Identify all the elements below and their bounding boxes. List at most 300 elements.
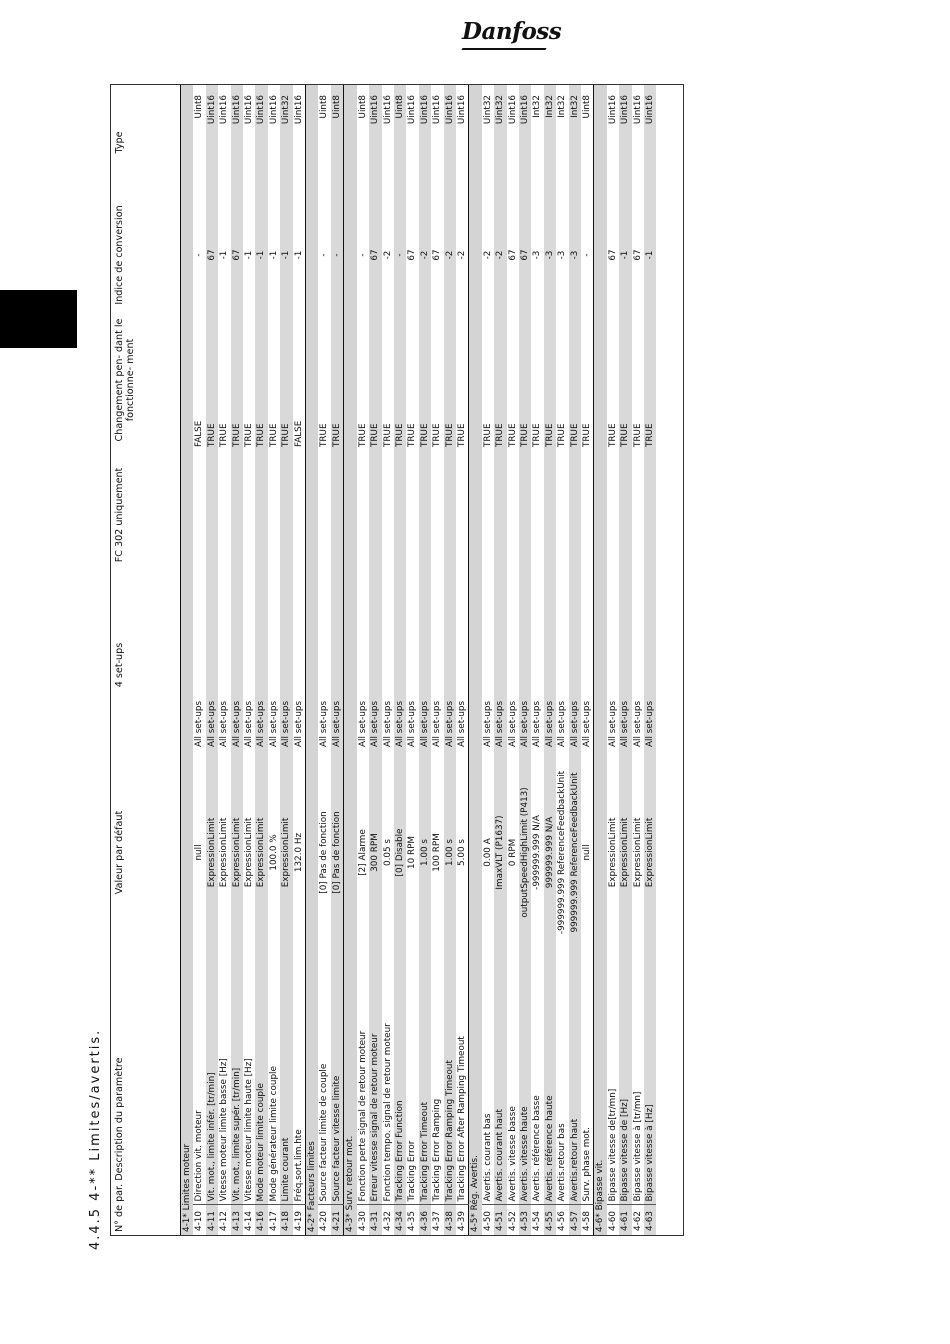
param-number: 4-38 — [444, 1205, 456, 1235]
group-header-row — [469, 85, 482, 1235]
conversion-index: -2 — [382, 250, 393, 260]
data-type: Uint16 — [268, 94, 279, 125]
fc302 — [519, 450, 531, 580]
data-type: Int32 — [557, 94, 568, 118]
fc302 — [331, 450, 344, 580]
change-running: TRUE — [582, 423, 592, 447]
fc302 — [268, 450, 280, 580]
data-type: Uint16 — [456, 94, 467, 125]
setups: All set-ups — [293, 700, 304, 747]
table-row — [394, 85, 406, 1235]
table-row — [531, 85, 543, 1235]
header-num-desc: N° de par. Description du paramètre — [114, 1057, 125, 1232]
change-running: TRUE — [319, 423, 330, 447]
default-value: ExpressionLimit — [231, 750, 243, 955]
table-row — [218, 85, 230, 1235]
change-running: FALSE — [293, 420, 304, 447]
data-type: Uint16 — [244, 94, 255, 125]
param-description: Avertis. référence basse — [532, 1095, 543, 1202]
param-number: 4-35 — [406, 1205, 418, 1235]
setups: All set-ups — [419, 580, 431, 750]
data-type: Uint16 — [607, 94, 618, 125]
fc302 — [206, 450, 218, 580]
change-running: TRUE — [206, 310, 218, 450]
default-value: 999999.999 N/A — [544, 750, 556, 955]
param-description: Tracking Error Function — [394, 955, 406, 1205]
setups: All set-ups — [394, 580, 406, 750]
data-type: Uint16 — [293, 94, 304, 125]
default-value: ExpressionLimit — [607, 817, 618, 888]
setups: All set-ups — [507, 700, 518, 747]
param-number: 4-10 — [193, 1205, 205, 1235]
group-header-row — [306, 85, 319, 1235]
conversion-index: - — [394, 200, 406, 310]
fc302 — [357, 450, 369, 580]
data-type: Uint32 — [482, 94, 493, 125]
conversion-index: 67 — [369, 200, 381, 310]
conversion-index: -1 — [280, 200, 292, 310]
data-type: Uint16 — [206, 85, 218, 200]
param-description: Bipasse vitesse de[tr/mn] — [607, 1088, 618, 1202]
conversion-index: 67 — [519, 200, 531, 310]
default-value: ExpressionLimit — [280, 750, 292, 955]
param-number: 4-62 — [632, 1205, 644, 1235]
fc302 — [431, 450, 443, 580]
default-value: -999999.999 N/A — [532, 815, 543, 890]
setups: All set-ups — [268, 700, 279, 747]
table-row — [556, 85, 568, 1235]
table-row — [482, 85, 494, 1235]
change-running: TRUE — [369, 310, 381, 450]
change-running: TRUE — [407, 423, 418, 447]
group-title: 4-6* Bipasse vit. — [594, 85, 607, 1235]
default-value: ExpressionLimit — [644, 750, 656, 955]
default-value: ExpressionLimit — [219, 817, 230, 888]
data-type: Uint16 — [382, 94, 393, 125]
conversion-index: 67 — [231, 200, 243, 310]
param-number: 4-37 — [431, 1205, 443, 1235]
change-running: TRUE — [507, 423, 518, 447]
setups: All set-ups — [444, 580, 456, 750]
table-row — [369, 85, 381, 1235]
conversion-index: -2 — [494, 200, 506, 310]
table-row — [444, 85, 456, 1235]
change-running: TRUE — [268, 423, 279, 447]
change-running: TRUE — [519, 310, 531, 450]
fc302 — [369, 450, 381, 580]
conversion-index: -3 — [532, 250, 543, 260]
param-description: Avertis. référence haute — [544, 955, 556, 1205]
param-description: Direction vit. moteur — [194, 1110, 205, 1202]
data-type: Uint16 — [619, 85, 631, 200]
param-number: 4-31 — [369, 1205, 381, 1235]
table-row — [206, 85, 218, 1235]
change-running: TRUE — [544, 310, 556, 450]
fc302 — [318, 450, 330, 580]
fc302 — [619, 450, 631, 580]
table-row — [494, 85, 506, 1235]
change-running: TRUE — [632, 423, 643, 447]
change-running: TRUE — [280, 310, 292, 450]
fc302 — [531, 450, 543, 580]
table-row — [231, 85, 243, 1235]
param-description: Vit. mot., limite supér. [tr/min] — [231, 955, 243, 1205]
logo-swoosh — [461, 48, 546, 50]
header-change: Changement pen- dant le fonctionne- ment — [114, 318, 136, 442]
section-title: 4.4.5 4-** Limites/avertis. — [88, 1028, 103, 1250]
data-type: Uint16 — [407, 94, 418, 125]
change-running: TRUE — [494, 310, 506, 450]
setups: All set-ups — [494, 580, 506, 750]
danfoss-logo — [462, 18, 562, 54]
fc302 — [494, 450, 506, 580]
change-running: TRUE — [394, 310, 406, 450]
setups: All set-ups — [407, 700, 418, 747]
fc302 — [231, 450, 243, 580]
fc302 — [581, 450, 594, 580]
table-row — [632, 85, 644, 1235]
default-value: 0 RPM — [507, 838, 518, 867]
group-title: 4-3* Surv. retour mot. — [344, 85, 357, 1235]
setups: All set-ups — [544, 580, 556, 750]
param-description: Fréq.sort.lim.hte — [293, 1129, 304, 1202]
table-row — [456, 85, 469, 1235]
param-number: 4-30 — [357, 1205, 369, 1235]
fc302 — [382, 450, 394, 580]
fc302 — [218, 450, 230, 580]
table-row — [268, 85, 280, 1235]
param-description: Avertis.retour haut — [569, 955, 581, 1205]
setups: All set-ups — [219, 700, 230, 747]
fc302 — [444, 450, 456, 580]
param-number: 4-18 — [280, 1205, 292, 1235]
fc302 — [482, 450, 494, 580]
param-number: 4-39 — [456, 1205, 469, 1235]
param-number: 4-14 — [243, 1205, 255, 1235]
table-row — [644, 85, 656, 1235]
setups: All set-ups — [557, 700, 568, 747]
fc302 — [456, 450, 469, 580]
table-row — [619, 85, 631, 1235]
setups: All set-ups — [607, 700, 618, 747]
setups: All set-ups — [519, 580, 531, 750]
header-setups: 4 set-ups — [114, 642, 125, 688]
data-type: Uint8 — [582, 94, 592, 119]
table-row — [255, 85, 267, 1235]
param-description: Bipasse vitesse à [Hz] — [644, 955, 656, 1205]
fc302 — [419, 450, 431, 580]
conversion-index: - — [319, 253, 330, 257]
conversion-index: -2 — [444, 200, 456, 310]
conversion-index: - — [194, 253, 205, 257]
data-type: Uint16 — [644, 85, 656, 200]
table-row — [431, 85, 443, 1235]
conversion-index: 67 — [432, 249, 443, 261]
param-description: Tracking Error — [407, 1140, 418, 1202]
data-type: Int32 — [569, 85, 581, 200]
change-running: TRUE — [382, 423, 393, 447]
default-value: ImaxVLT (P1637) — [494, 750, 506, 955]
default-value: [2] Alarme — [357, 829, 368, 876]
fc302 — [632, 450, 644, 580]
table-row — [607, 85, 619, 1235]
group-header-row — [344, 85, 357, 1235]
param-description: Avertis.retour bas — [557, 1123, 568, 1202]
param-number: 4-20 — [318, 1205, 330, 1235]
data-type: Uint16 — [255, 85, 267, 200]
conversion-index: 67 — [407, 249, 418, 261]
table-row — [581, 85, 594, 1235]
default-value: -999999.999 ReferenceFeedbackUnit — [557, 770, 568, 935]
default-value: 0.00 A — [482, 838, 493, 867]
table-row — [193, 85, 205, 1235]
setups: All set-ups — [244, 700, 255, 747]
param-description: Erreur vitesse signal de retour moteur — [369, 955, 381, 1205]
change-running: TRUE — [219, 423, 230, 447]
param-number: 4-56 — [556, 1205, 568, 1235]
group-header-row — [181, 85, 194, 1235]
change-running: TRUE — [231, 310, 243, 450]
setups: All set-ups — [632, 700, 643, 747]
group-title: 4-5* Rég. Avertis. — [469, 85, 482, 1235]
table-row — [419, 85, 431, 1235]
fc302 — [243, 450, 255, 580]
data-type: Int32 — [544, 85, 556, 200]
param-description: Tracking Error Ramping Timeout — [444, 955, 456, 1205]
setups: All set-ups — [382, 700, 393, 747]
param-description: Tracking Error Timeout — [419, 955, 431, 1205]
change-running: TRUE — [331, 310, 344, 450]
param-description: Source facteur vitesse limite — [331, 955, 344, 1205]
fc302 — [255, 450, 267, 580]
table-row — [357, 85, 369, 1235]
setups: All set-ups — [255, 580, 267, 750]
param-description: Source facteur limite de couple — [319, 1063, 330, 1202]
param-number: 4-55 — [544, 1205, 556, 1235]
conversion-index: -2 — [419, 200, 431, 310]
default-value: outputSpeedHighLimit (P413) — [519, 750, 531, 955]
param-description: Limite courant — [280, 955, 292, 1205]
parameter-table — [111, 85, 656, 1235]
default-value: 100 RPM — [432, 833, 443, 872]
setups: All set-ups — [644, 580, 656, 750]
param-description: Mode générateur limite couple — [268, 1066, 279, 1202]
setups: All set-ups — [231, 580, 243, 750]
param-number: 4-52 — [507, 1205, 519, 1235]
default-value: [0] Pas de fonction — [331, 750, 344, 955]
conversion-index: 67 — [632, 249, 643, 261]
setups: All set-ups — [482, 700, 493, 747]
conversion-index: - — [331, 200, 344, 310]
setups: All set-ups — [319, 700, 330, 747]
data-type: Uint16 — [231, 85, 243, 200]
default-value: ExpressionLimit — [206, 750, 218, 955]
conversion-index: -1 — [219, 250, 230, 260]
default-value: 10 RPM — [407, 835, 418, 869]
fc302 — [293, 450, 306, 580]
conversion-index: 67 — [507, 249, 518, 261]
change-running: TRUE — [419, 310, 431, 450]
fc302 — [569, 450, 581, 580]
setups: All set-ups — [432, 700, 443, 747]
param-number: 4-17 — [268, 1205, 280, 1235]
group-header-row — [594, 85, 607, 1235]
param-description: Avertis. vitesse basse — [507, 1106, 518, 1202]
param-number: 4-32 — [382, 1205, 394, 1235]
header-default: Valeur par défaut — [114, 810, 125, 895]
change-running: TRUE — [456, 423, 467, 447]
param-number: 4-51 — [494, 1205, 506, 1235]
table-body — [181, 85, 657, 1235]
conversion-index: -1 — [644, 200, 656, 310]
conversion-index: -1 — [293, 250, 304, 260]
param-number: 4-36 — [419, 1205, 431, 1235]
conversion-index: -2 — [482, 250, 493, 260]
default-value: 300 RPM — [369, 750, 381, 955]
table-row — [544, 85, 556, 1235]
table-header-row — [111, 85, 181, 1235]
fc302 — [607, 450, 619, 580]
setups: All set-ups — [280, 580, 292, 750]
param-description: Surv. phase mot. — [582, 1127, 592, 1202]
data-type: Uint16 — [432, 94, 443, 125]
param-number: 4-53 — [519, 1205, 531, 1235]
header-fc302: FC 302 uniquement — [114, 467, 125, 563]
change-running: TRUE — [357, 423, 368, 447]
conversion-index: 67 — [206, 200, 218, 310]
data-type: Uint8 — [194, 94, 205, 119]
param-number: 4-21 — [331, 1205, 344, 1235]
conversion-index: - — [582, 253, 592, 257]
change-running: TRUE — [244, 423, 255, 447]
default-value: 5.00 s — [456, 839, 467, 866]
setups: All set-ups — [619, 580, 631, 750]
table-row — [243, 85, 255, 1235]
table-row — [331, 85, 344, 1235]
table-row — [519, 85, 531, 1235]
change-running: TRUE — [569, 310, 581, 450]
change-running: TRUE — [644, 310, 656, 450]
header-conversion: Indice de conversion — [114, 205, 125, 305]
param-number: 4-60 — [607, 1205, 619, 1235]
fc302 — [556, 450, 568, 580]
param-number: 4-58 — [581, 1205, 594, 1235]
param-description: Tracking Error After Ramping Timeout — [456, 1036, 467, 1202]
change-running: TRUE — [432, 423, 443, 447]
conversion-index: -3 — [557, 250, 568, 260]
fc302 — [280, 450, 292, 580]
data-type: Uint8 — [331, 85, 344, 200]
conversion-index: -3 — [569, 200, 581, 310]
fc302 — [193, 450, 205, 580]
param-number: 4-34 — [394, 1205, 406, 1235]
data-type: Uint8 — [394, 85, 406, 200]
default-value: 1.00 s — [419, 750, 431, 955]
default-value: ExpressionLimit — [632, 817, 643, 888]
param-description: Vit. mot., limite infér. [tr/min] — [206, 955, 218, 1205]
setups: All set-ups — [582, 700, 592, 747]
data-type: Uint16 — [507, 94, 518, 125]
fc302 — [507, 450, 519, 580]
default-value: ExpressionLimit — [244, 817, 255, 888]
default-value: [0] Pas de fonction — [319, 811, 330, 894]
data-type: Uint16 — [419, 85, 431, 200]
change-running: FALSE — [194, 420, 205, 447]
param-description: Avertis. courant haut — [494, 955, 506, 1205]
default-value: 0.05 s — [382, 839, 393, 866]
data-type: Uint32 — [494, 85, 506, 200]
param-description: Bipasse vitesse de [Hz] — [619, 955, 631, 1205]
param-number: 4-12 — [218, 1205, 230, 1235]
param-description: Bipasse vitesse à [tr/mn] — [632, 1091, 643, 1202]
setups: All set-ups — [194, 700, 205, 747]
default-value: null — [582, 844, 592, 861]
group-title: 4-2* Facteurs limites — [306, 85, 319, 1235]
param-description: Tracking Error Ramping — [432, 1098, 443, 1202]
data-type: Uint16 — [369, 85, 381, 200]
change-running: TRUE — [619, 310, 631, 450]
table-row — [293, 85, 306, 1235]
setups: All set-ups — [569, 580, 581, 750]
conversion-index: -2 — [456, 250, 467, 260]
chapter-tab-marker — [0, 290, 77, 348]
table-row — [382, 85, 394, 1235]
data-type: Uint16 — [632, 94, 643, 125]
conversion-index: -1 — [255, 200, 267, 310]
fc302 — [394, 450, 406, 580]
default-value: ExpressionLimit — [619, 750, 631, 955]
default-value: 999999.999 ReferenceFeedbackUnit — [569, 750, 581, 955]
param-description: Fonction tempo. signal de retour moteur — [382, 1023, 393, 1202]
param-description: Vitesse moteur limite basse [Hz] — [219, 1058, 230, 1202]
param-description: Avertis. courant bas — [482, 1113, 493, 1202]
change-running: TRUE — [255, 310, 267, 450]
fc302 — [644, 450, 656, 580]
param-number: 4-50 — [482, 1205, 494, 1235]
setups: All set-ups — [206, 580, 218, 750]
header-type: Type — [114, 131, 125, 154]
data-type: Uint32 — [280, 85, 292, 200]
setups: All set-ups — [331, 580, 344, 750]
param-number: 4-54 — [531, 1205, 543, 1235]
param-description: Avertis. vitesse haute — [519, 955, 531, 1205]
data-type: Uint16 — [219, 94, 230, 125]
change-running: TRUE — [607, 423, 618, 447]
default-value: ExpressionLimit — [255, 750, 267, 955]
param-number: 4-61 — [619, 1205, 631, 1235]
default-value: 1.00 s — [444, 750, 456, 955]
data-type: Int32 — [532, 94, 543, 118]
conversion-index: -3 — [544, 200, 556, 310]
default-value: [0] Disable — [394, 750, 406, 955]
param-description: Vitesse moteur limite haute [Hz] — [244, 1058, 255, 1202]
default-value: 132.0 Hz — [293, 832, 304, 873]
change-running: TRUE — [444, 310, 456, 450]
default-value: 100.0 % — [268, 834, 279, 871]
table-row — [318, 85, 330, 1235]
param-number: 4-11 — [206, 1205, 218, 1235]
rotated-page-content — [88, 70, 698, 1250]
setups: All set-ups — [357, 700, 368, 747]
default-value: null — [194, 844, 205, 861]
data-type: Uint8 — [319, 94, 330, 119]
data-type: Uint8 — [357, 94, 368, 119]
table-row — [569, 85, 581, 1235]
conversion-index: -1 — [244, 250, 255, 260]
param-number: 4-63 — [644, 1205, 656, 1235]
parameter-table-frame — [110, 84, 684, 1236]
conversion-index: - — [357, 253, 368, 257]
